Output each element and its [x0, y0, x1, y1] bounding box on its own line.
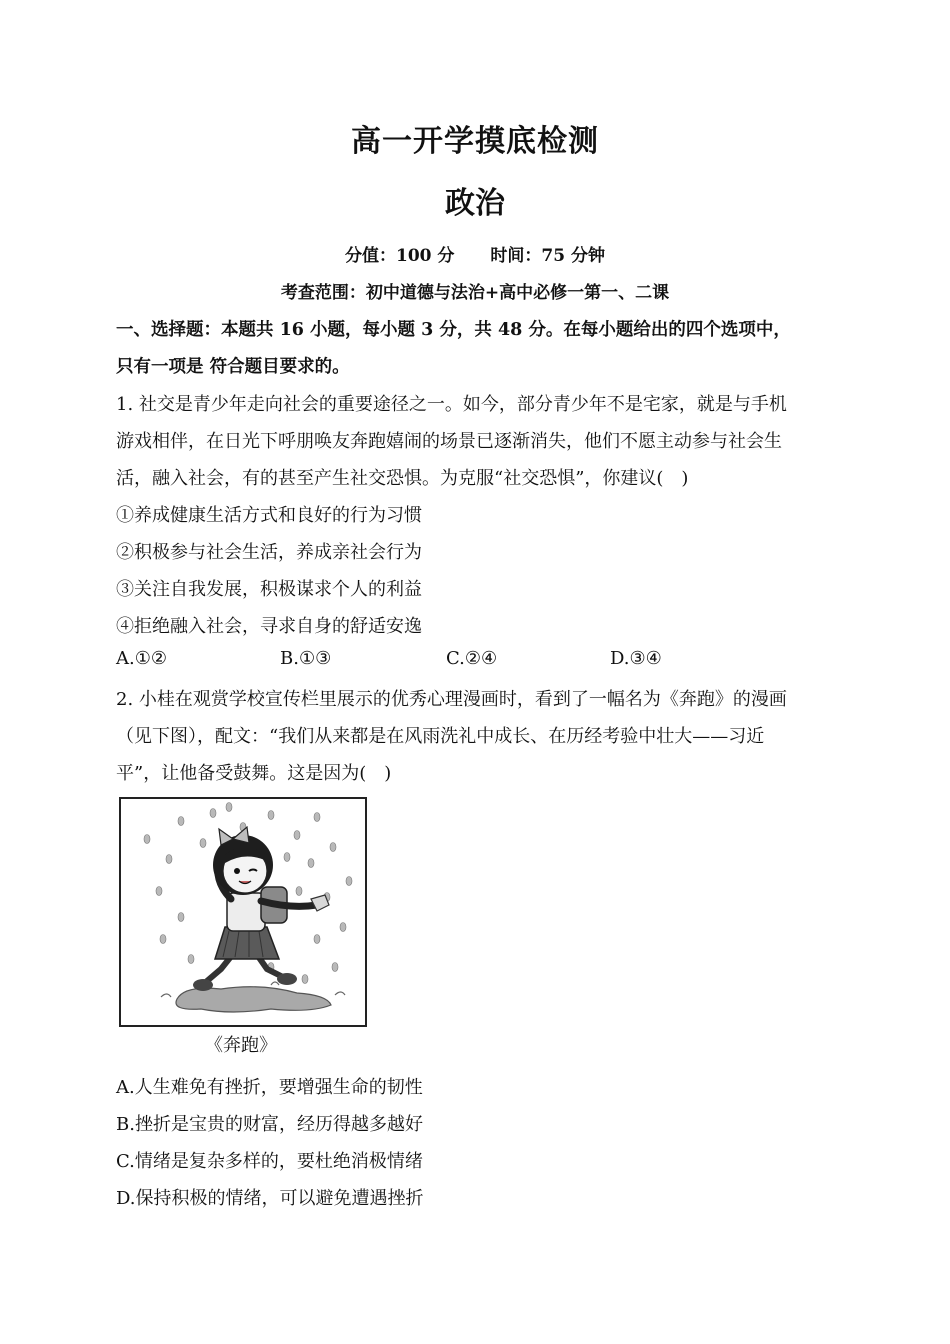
q1-stem-line: 游戏相伴，在日光下呼朋唤友奔跑嬉闹的场景已逐渐消失，他们不愿主动参与社会生 — [116, 431, 782, 452]
cartoon-figure — [119, 797, 367, 1027]
q1-statement: ①养成健康生活方式和良好的行为习惯 — [116, 505, 422, 526]
q1-option-a[interactable]: A.①② — [116, 648, 167, 669]
figure-caption: 《奔跑》 — [205, 1035, 277, 1056]
q2-option-c[interactable]: C.情绪是复杂多样的，要杜绝消极情绪 — [116, 1151, 423, 1172]
q2-option-b[interactable]: B.挫折是宝贵的财富，经历得越多越好 — [116, 1114, 423, 1135]
q2-option-a[interactable]: A.人生难免有挫折，要增强生命的韧性 — [116, 1077, 423, 1098]
exam-title: 高一开学摸底检测 — [351, 124, 599, 159]
q1-statement: ②积极参与社会生活，养成亲社会行为 — [116, 542, 422, 563]
q1-option-c[interactable]: C.②④ — [446, 648, 498, 669]
q1-stem-line: 1. 社交是青少年走向社会的重要途径之一。如今，部分青少年不是宅家，就是与手机 — [116, 394, 787, 415]
exam-meta — [0, 241, 950, 266]
score-label: 分值：100 分 — [345, 246, 455, 266]
q1-option-b[interactable]: B.①③ — [280, 648, 332, 669]
time-label: 时间：75 分钟 — [490, 246, 605, 266]
q2-stem-line: 平”，让他备受鼓舞。这是因为( ) — [116, 763, 392, 784]
q2-stem-line: 2. 小桂在观赏学校宣传栏里展示的优秀心理漫画时，看到了一幅名为《奔跑》的漫画 — [116, 689, 787, 710]
exam-scope: 考查范围：初中道德与法治+高中必修一第一、二课 — [280, 283, 670, 303]
q1-stem-line: 活，融入社会，有的甚至产生社交恐惧。为克服“社交恐惧”，你建议( ) — [116, 468, 689, 489]
running-girl-in-rain-illustration — [121, 799, 365, 1025]
subject-title: 政治 — [445, 186, 505, 221]
section-instruction-line2: 只有一项是 符合题目要求的。 — [116, 357, 350, 377]
q2-stem-line: （见下图），配文：“我们从来都是在风雨洗礼中成长、在历经考验中壮大——习近 — [116, 726, 765, 747]
q1-statement: ④拒绝融入社会，寻求自身的舒适安逸 — [116, 616, 422, 637]
q2-option-d[interactable]: D.保持积极的情绪，可以避免遭遇挫折 — [116, 1188, 424, 1209]
q1-option-d[interactable]: D.③④ — [610, 648, 662, 669]
q1-statement: ③关注自我发展，积极谋求个人的利益 — [116, 579, 422, 600]
section-instruction-line1: 一、选择题：本题共 16 小题，每小题 3 分，共 48 分。在每小题给出的四个选项中， — [116, 320, 791, 340]
